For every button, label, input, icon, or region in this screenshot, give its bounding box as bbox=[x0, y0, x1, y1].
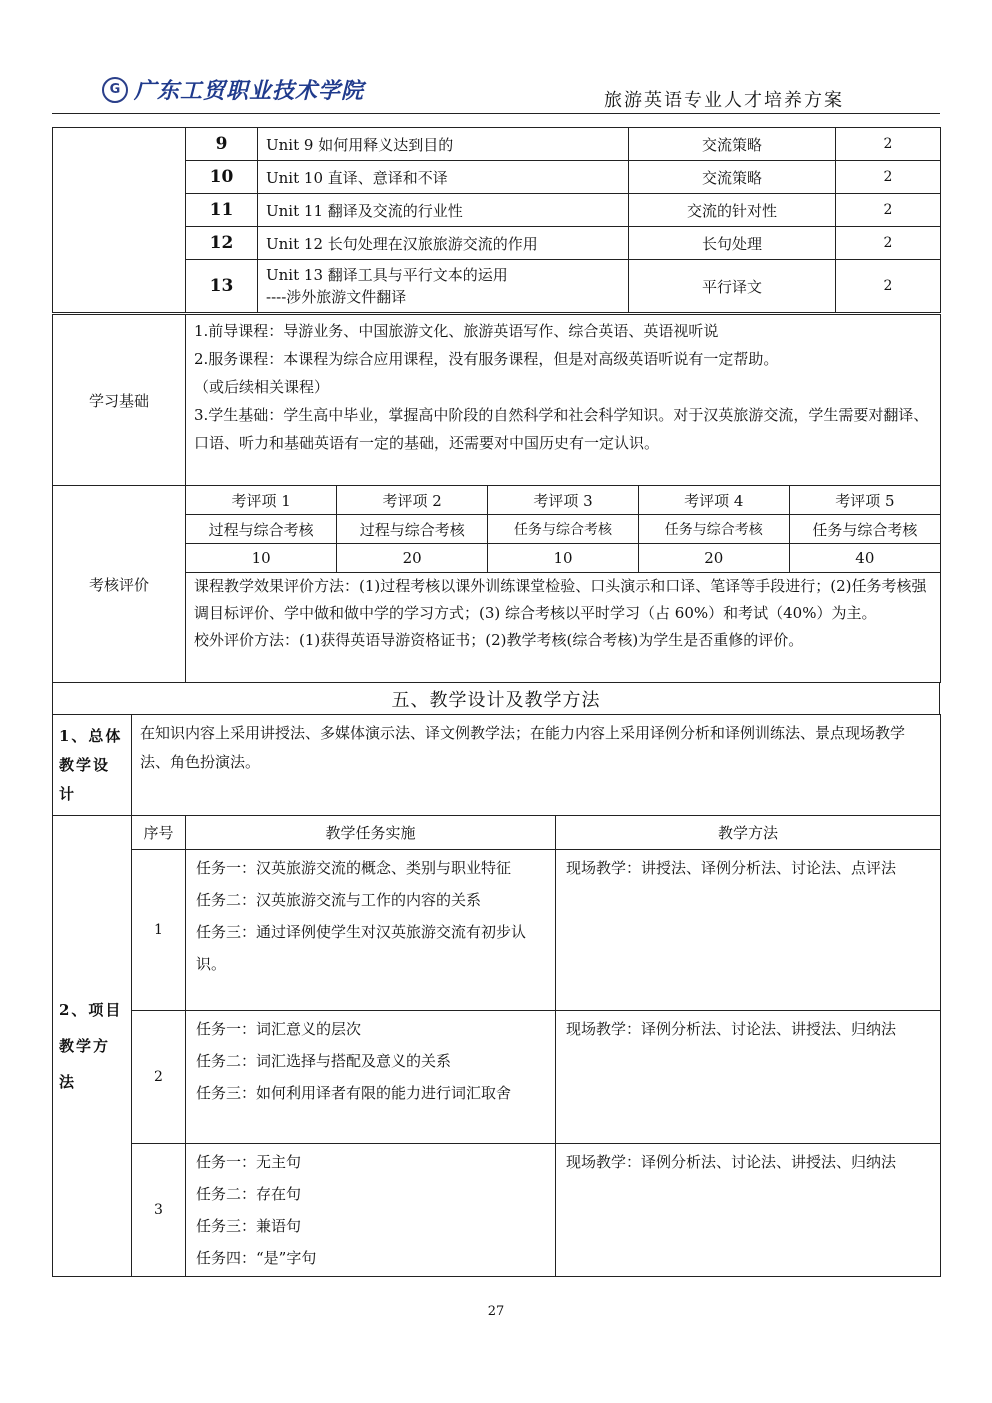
unit-title: Unit 10 直译、意译和不译 bbox=[258, 161, 629, 194]
unit-no: 12 bbox=[186, 227, 258, 260]
assessment-types-row bbox=[186, 515, 940, 544]
unit-focus: 平行译文 bbox=[629, 260, 836, 313]
task-item: 任务二：词汇选择与搭配及意义的关系 bbox=[196, 1052, 452, 1070]
section-title: 五、教学设计及教学方法 bbox=[53, 683, 940, 715]
assessment-weight: 40 bbox=[789, 544, 940, 573]
task-item: 任务一：无主句 bbox=[196, 1153, 302, 1171]
task-item: 任务二：存在句 bbox=[196, 1185, 302, 1203]
table-row bbox=[53, 715, 941, 816]
assessment-type: 任务与综合考核 bbox=[789, 515, 940, 544]
basis-line: 2.服务课程：本课程为综合应用课程，没有服务课程，但是对高级英语听说有一定帮助。 bbox=[194, 350, 779, 368]
unit-hours: 2 bbox=[836, 260, 941, 313]
task-item: 任务三：如何利用译者有限的能力进行词汇取舍 bbox=[196, 1084, 512, 1102]
unit-no: 11 bbox=[186, 194, 258, 227]
unit-focus: 交流的针对性 bbox=[629, 194, 836, 227]
unit-title: Unit 11 翻译及交流的行业性 bbox=[258, 194, 629, 227]
table-row bbox=[53, 850, 941, 1011]
unit-focus: 交流策略 bbox=[629, 128, 836, 161]
unit-no: 13 bbox=[186, 260, 258, 313]
basis-line: （或后续相关课程） bbox=[194, 378, 330, 396]
overall-text: 在知识内容上采用讲授法、多媒体演示法、译文例教学法；在能力内容上采用译例分析和译例训练法、景点现场教学法、角色扮演法。 bbox=[132, 715, 941, 816]
unit-hours: 2 bbox=[836, 161, 941, 194]
project-tasks bbox=[186, 850, 556, 1011]
col-header-method: 教学方法 bbox=[556, 816, 941, 850]
assessment-item: 考评项 5 bbox=[789, 486, 940, 515]
table-row bbox=[53, 227, 941, 260]
header-rule bbox=[52, 113, 940, 114]
task-item: 任务三：通过译例使学生对汉英旅游交流有初步认识。 bbox=[196, 923, 527, 973]
unit-hours: 2 bbox=[836, 227, 941, 260]
assessment-type: 任务与综合考核 bbox=[488, 515, 639, 544]
task-item: 任务二：汉英旅游交流与工作的内容的关系 bbox=[196, 891, 482, 909]
unit-no: 10 bbox=[186, 161, 258, 194]
assessment-type: 过程与综合考核 bbox=[186, 515, 337, 544]
unit-title: Unit 9 如何用释义达到目的 bbox=[258, 128, 629, 161]
table-row bbox=[53, 260, 941, 313]
task-item: 任务一：词汇意义的层次 bbox=[196, 1020, 362, 1038]
assessment-item: 考评项 2 bbox=[337, 486, 488, 515]
project-tasks bbox=[186, 1011, 556, 1144]
project-method: 现场教学：译例分析法、讨论法、讲授法、归纳法 bbox=[556, 1011, 941, 1144]
unit-title-cell bbox=[258, 260, 629, 313]
table-row bbox=[53, 1011, 941, 1144]
table-header-row bbox=[53, 816, 941, 850]
project-tasks bbox=[186, 1144, 556, 1277]
method-line: 课程教学效果评价方法：(1)过程考核以课外训练课堂检验、口头演示和口译、笔译等手段进行；(2)任务考核强调目标评价、学中做和做中学的学习方式；(3) 综合考核以平时学习（占 60%）和考试（40%）为主。 bbox=[194, 577, 927, 622]
project-methods-table bbox=[52, 815, 941, 1277]
task-item: 任务四：“是”字句 bbox=[196, 1249, 317, 1267]
table-row bbox=[53, 194, 941, 227]
units-table bbox=[52, 127, 941, 313]
unit-hours: 2 bbox=[836, 194, 941, 227]
document-title: 旅游英语专业人才培养方案 bbox=[604, 90, 844, 111]
assessment-weight: 10 bbox=[488, 544, 639, 573]
assessment-item: 考评项 4 bbox=[638, 486, 789, 515]
col-header-task: 教学任务实施 bbox=[186, 816, 556, 850]
assessment-label: 考核评价 bbox=[53, 486, 186, 683]
unit-title: Unit 13 翻译工具与平行文本的运用 bbox=[266, 266, 508, 284]
assessment-item: 考评项 1 bbox=[186, 486, 337, 515]
assessment-weight: 20 bbox=[638, 544, 789, 573]
table-row bbox=[53, 1144, 941, 1277]
assessment-type: 任务与综合考核 bbox=[638, 515, 789, 544]
assessment-weights-row bbox=[186, 544, 940, 573]
table-row bbox=[53, 161, 941, 194]
school-emblem-icon: G bbox=[102, 77, 128, 103]
page-header bbox=[0, 0, 992, 115]
empty-cell bbox=[53, 128, 186, 313]
school-name: 广东工贸职业技术学院 bbox=[134, 78, 365, 104]
project-no: 3 bbox=[132, 1144, 186, 1277]
col-header-no: 序号 bbox=[132, 816, 186, 850]
project-no: 2 bbox=[132, 1011, 186, 1144]
basis-line: 1.前导课程：导游业务、中国旅游文化、旅游英语写作、综合英语、英语视听说 bbox=[194, 322, 719, 340]
unit-title: Unit 12 长句处理在汉旅旅游交流的作用 bbox=[258, 227, 629, 260]
unit-hours: 2 bbox=[836, 128, 941, 161]
projects-label: 2、项目教学方法 bbox=[53, 816, 132, 1277]
table-row bbox=[53, 128, 941, 161]
assessment-item: 考评项 3 bbox=[488, 486, 639, 515]
assessment-grid bbox=[186, 486, 940, 573]
project-method: 现场教学：译例分析法、讨论法、讲授法、归纳法 bbox=[556, 1144, 941, 1277]
project-method: 现场教学：讲授法、译例分析法、讨论法、点评法 bbox=[556, 850, 941, 1011]
overall-label: 1、总体教学设计 bbox=[53, 715, 132, 816]
unit-no: 9 bbox=[186, 128, 258, 161]
unit-focus: 交流策略 bbox=[629, 161, 836, 194]
section-title-table bbox=[52, 682, 940, 715]
unit-subtitle: ----涉外旅游文件翻译 bbox=[266, 288, 407, 306]
basis-assessment-table bbox=[52, 314, 941, 683]
task-item: 任务三：兼语句 bbox=[196, 1217, 302, 1235]
project-no: 1 bbox=[132, 850, 186, 1011]
assessment-content bbox=[186, 486, 941, 683]
table-row bbox=[53, 486, 941, 683]
method-line: 校外评价方法：(1)获得英语导游资格证书；(2)教学考核(综合考核)为学生是否重修的评价。 bbox=[194, 631, 804, 649]
assessment-items-row bbox=[186, 486, 940, 515]
assessment-method bbox=[186, 573, 940, 654]
basis-line: 3.学生基础：学生高中毕业，掌握高中阶段的自然科学和社会科学知识。对于汉英旅游交流，学生需要对翻译、口语、听力和基础英语有一定的基础，还需要对中国历史有一定认识。 bbox=[194, 406, 929, 452]
table-row bbox=[53, 315, 941, 486]
assessment-weight: 20 bbox=[337, 544, 488, 573]
basis-content bbox=[186, 315, 941, 486]
task-item: 任务一：汉英旅游交流的概念、类别与职业特征 bbox=[196, 859, 512, 877]
assessment-type: 过程与综合考核 bbox=[337, 515, 488, 544]
basis-label: 学习基础 bbox=[53, 315, 186, 486]
overall-design-table bbox=[52, 714, 941, 816]
assessment-weight: 10 bbox=[186, 544, 337, 573]
page-number: 27 bbox=[487, 1304, 505, 1319]
unit-focus: 长句处理 bbox=[629, 227, 836, 260]
school-logo bbox=[102, 74, 364, 105]
